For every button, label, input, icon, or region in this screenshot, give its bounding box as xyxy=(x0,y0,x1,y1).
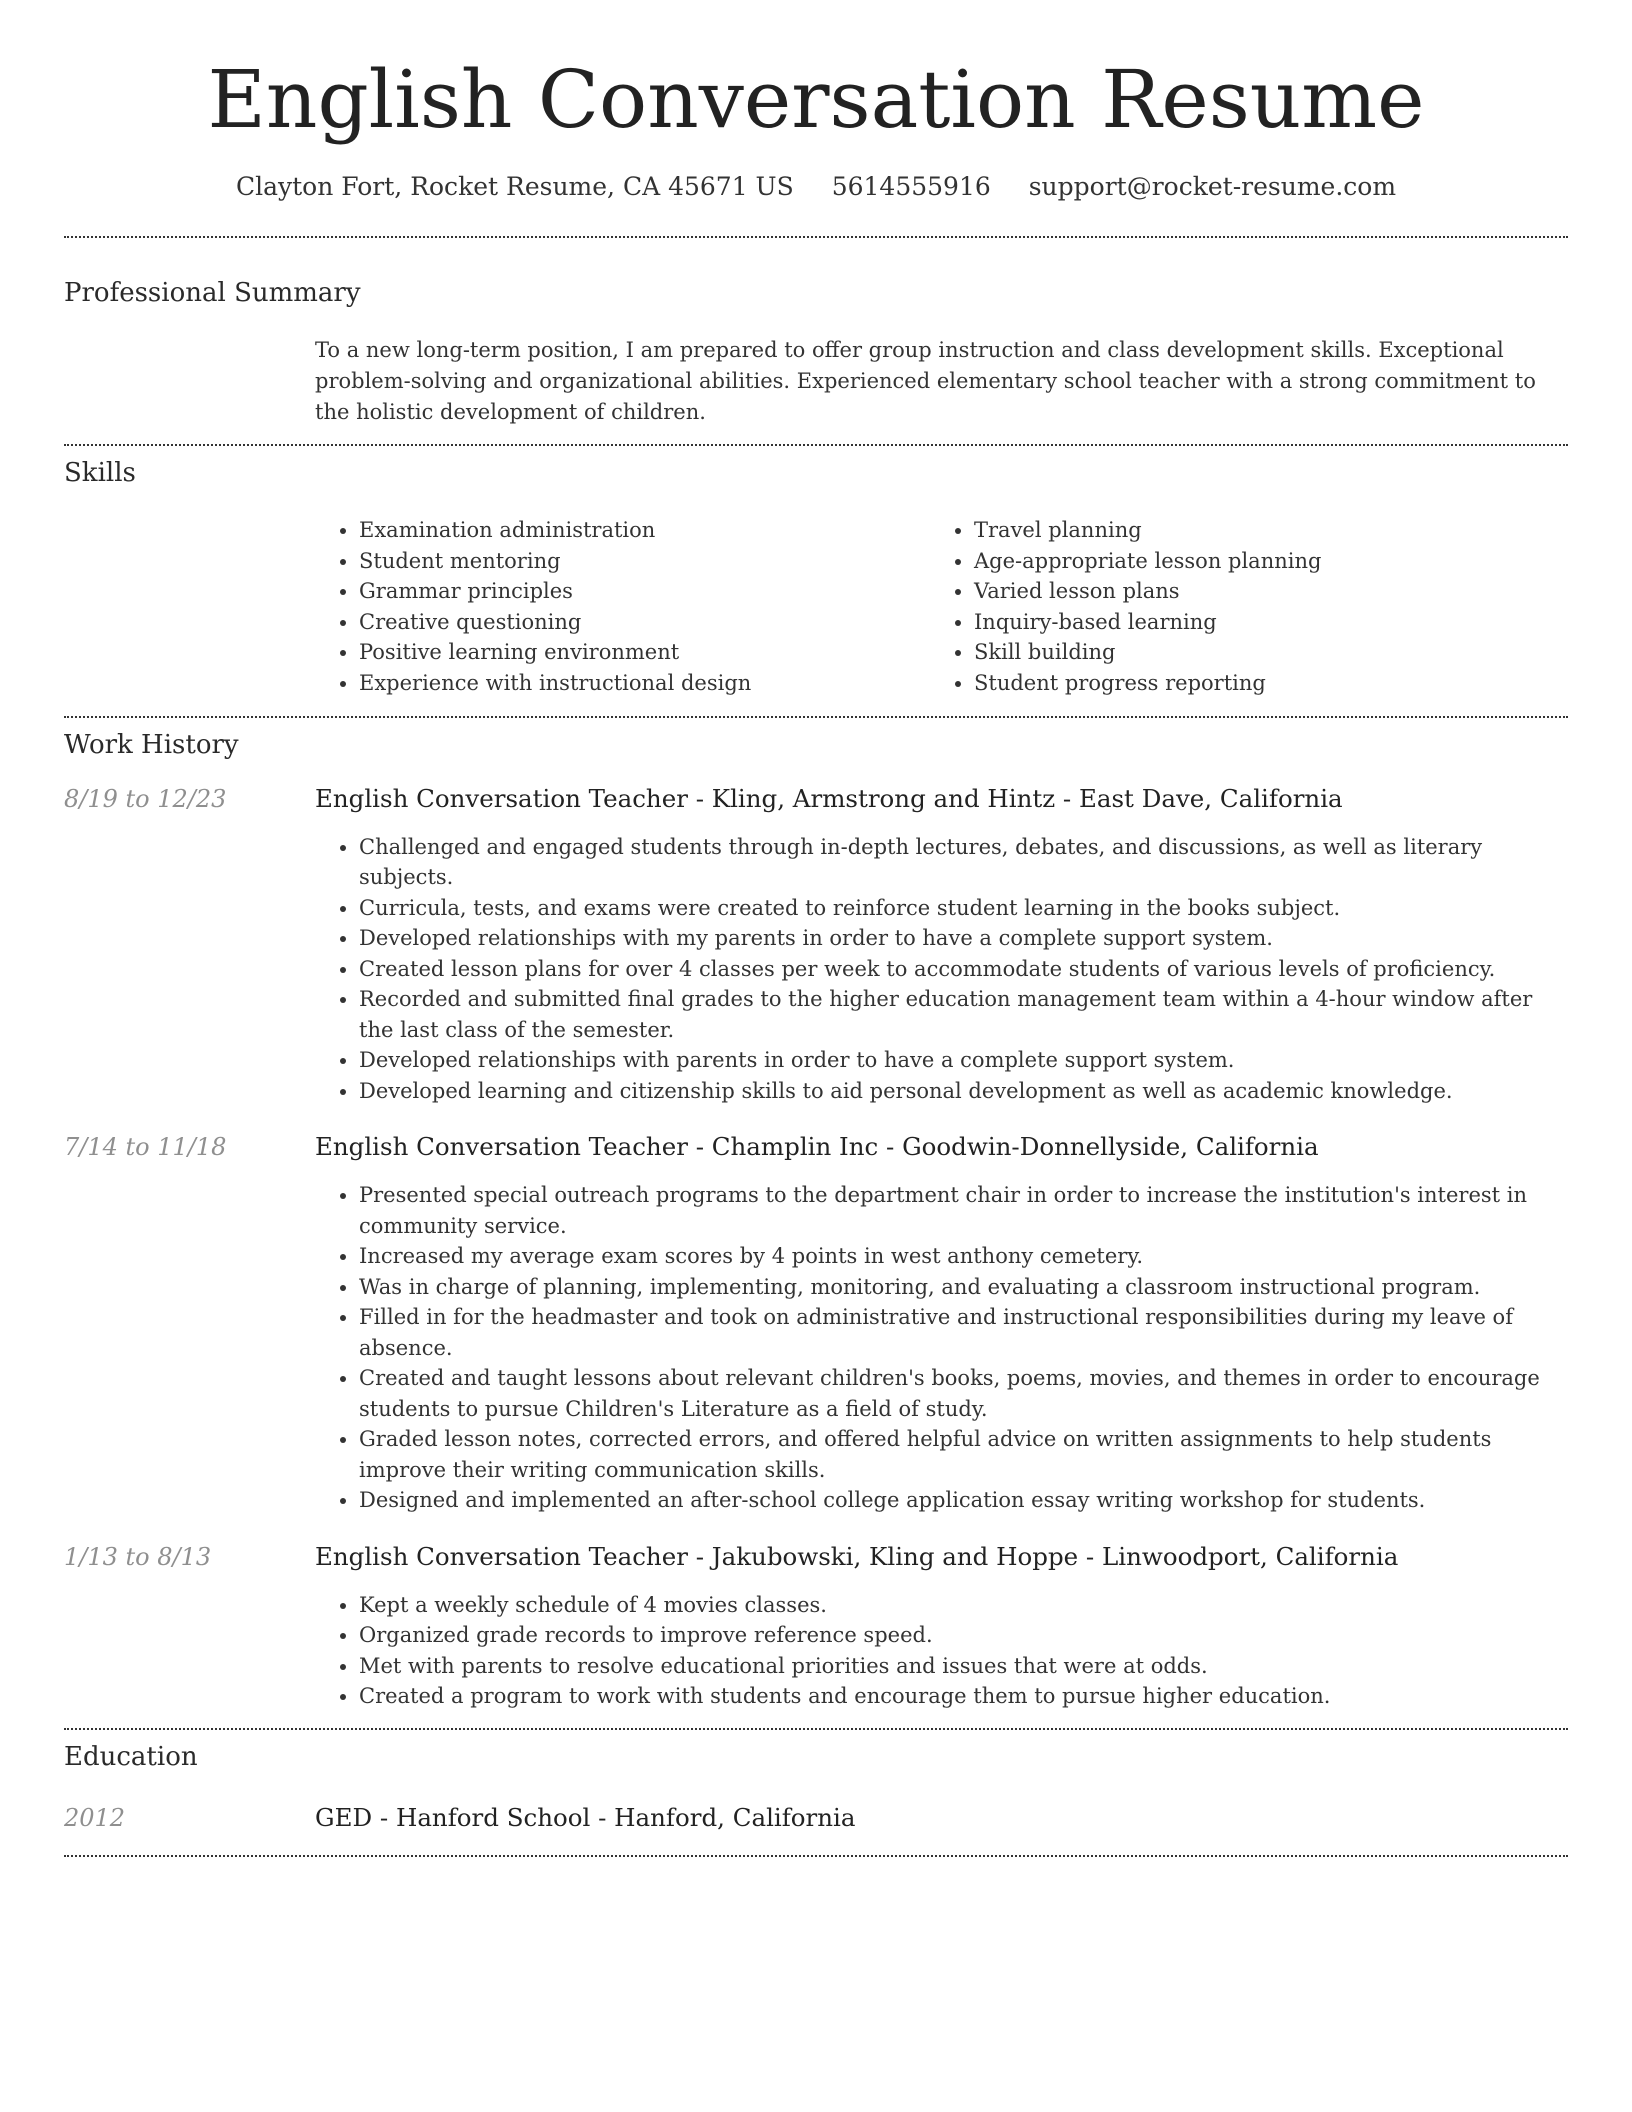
job-entry xyxy=(64,784,1568,1107)
divider xyxy=(64,716,1568,718)
education-date: 2012 xyxy=(64,1803,126,1832)
job-dates: 8/19 to 12/23 xyxy=(64,784,227,813)
job-bullet: • Met with parents to resolve educational priorities and issues that were at odds. xyxy=(359,1651,1568,1682)
job-entry xyxy=(64,1132,1568,1516)
job-bullet: • Filled in for the headmaster and took on administrative and instructional responsibilities during my leave of absence. xyxy=(359,1302,1568,1363)
skill-item: • Creative questioning xyxy=(359,607,885,638)
job-bullet: • Curricula, tests, and exams were created to reinforce student learning in the books subject. xyxy=(359,893,1568,924)
job-bullet: • Presented special outreach programs to the department chair in order to increase the institution's interest in community service. xyxy=(359,1180,1568,1241)
summary-section xyxy=(64,278,1568,444)
job-body xyxy=(315,1132,1568,1516)
contact-email: support@rocket-resume.com xyxy=(1028,172,1397,201)
skill-item: • Grammar principles xyxy=(359,576,885,607)
skills-section xyxy=(64,458,1568,716)
skill-item: • Examination administration xyxy=(359,515,885,546)
job-bullet: • Kept a weekly schedule of 4 movies classes. xyxy=(359,1590,1568,1621)
job-bullet: • Recorded and submitted final grades to the higher education management team within a 4-hour window after the last class of the semester. xyxy=(359,984,1568,1045)
job-body xyxy=(315,784,1568,1107)
resume-title: English Conversation Resume xyxy=(207,53,1425,146)
work-history-section xyxy=(64,730,1568,1727)
job-title: English Conversation Teacher - Jakubowski, Kling and Hoppe - Linwoodport, California xyxy=(315,1541,1399,1571)
skill-item: • Student mentoring xyxy=(359,546,885,577)
job-bullet: • Designed and implemented an after-school college application essay writing workshop for students. xyxy=(359,1485,1568,1516)
job-bullet: • Created a program to work with students and encourage them to pursue higher education. xyxy=(359,1681,1568,1712)
job-body xyxy=(315,1542,1568,1712)
divider xyxy=(64,236,1568,238)
job-title: English Conversation Teacher - Kling, Armstrong and Hintz - East Dave, California xyxy=(315,783,1343,813)
skill-item: • Student progress reporting xyxy=(974,668,1500,699)
job-bullets xyxy=(315,1590,1568,1712)
skill-item: • Varied lesson plans xyxy=(974,576,1500,607)
job-bullet: • Created lesson plans for over 4 classes per week to accommodate students of various levels of proficiency. xyxy=(359,954,1568,985)
summary-text: To a new long-term position, I am prepared to offer group instruction and class development skills. Exceptional problem-solving and organizational abilities. Experienced elementary school teacher with a strong commitment to the holistic development of children. xyxy=(315,338,1536,425)
skill-item: • Skill building xyxy=(974,637,1500,668)
skill-item: • Inquiry-based learning xyxy=(974,607,1500,638)
job-bullet: • Organized grade records to improve reference speed. xyxy=(359,1620,1568,1651)
job-dates: 7/14 to 11/18 xyxy=(64,1133,227,1162)
education-title: GED - Hanford School - Hanford, California xyxy=(315,1802,856,1832)
skill-item: • Travel planning xyxy=(974,515,1500,546)
contact-address: Clayton Fort, Rocket Resume, CA 45671 US xyxy=(235,172,794,201)
job-bullets xyxy=(315,832,1568,1107)
section-heading-summary: Professional Summary xyxy=(64,278,361,308)
skill-item: • Age-appropriate lesson planning xyxy=(974,546,1500,577)
skills-list-left xyxy=(315,515,885,698)
job-bullet: • Developed relationships with my parents in order to have a complete support system. xyxy=(359,923,1568,954)
section-heading-education: Education xyxy=(64,1741,198,1772)
contact-line xyxy=(64,172,1568,202)
job-bullet: • Challenged and engaged students through in-depth lectures, debates, and discussions, as well as literary subjects. xyxy=(359,832,1568,893)
job-title: English Conversation Teacher - Champlin Inc - Goodwin-Donnellyside, California xyxy=(315,1132,1319,1162)
divider xyxy=(64,1728,1568,1730)
job-entry xyxy=(64,1542,1568,1712)
job-bullet: • Developed relationships with parents in order to have a complete support system. xyxy=(359,1045,1568,1076)
skills-list-right xyxy=(930,515,1500,698)
job-bullet: • Created and taught lessons about relevant children's books, poems, movies, and themes in order to encourage students to pursue Children's Literature as a field of study. xyxy=(359,1363,1568,1424)
education-section xyxy=(64,1742,1568,1855)
skills-grid xyxy=(315,515,1568,716)
job-bullet: • Increased my average exam scores by 4 points in west anthony cemetery. xyxy=(359,1241,1568,1272)
skill-item: • Experience with instructional design xyxy=(359,668,885,699)
section-heading-work: Work History xyxy=(64,730,239,761)
job-bullet: • Developed learning and citizenship skills to aid personal development as well as academic knowledge. xyxy=(359,1076,1568,1107)
divider xyxy=(64,1855,1568,1857)
job-bullet: • Was in charge of planning, implementing, monitoring, and evaluating a classroom instructional program. xyxy=(359,1272,1568,1303)
divider xyxy=(64,444,1568,446)
job-bullets xyxy=(315,1180,1568,1516)
skill-item: • Positive learning environment xyxy=(359,637,885,668)
education-entry xyxy=(64,1803,1568,1855)
contact-phone: 5614555916 xyxy=(831,172,991,201)
section-heading-skills: Skills xyxy=(64,458,136,489)
job-dates: 1/13 to 8/13 xyxy=(64,1542,212,1571)
job-bullet: • Graded lesson notes, corrected errors, and offered helpful advice on written assignments to help students improve their writing communication skills. xyxy=(359,1424,1568,1485)
